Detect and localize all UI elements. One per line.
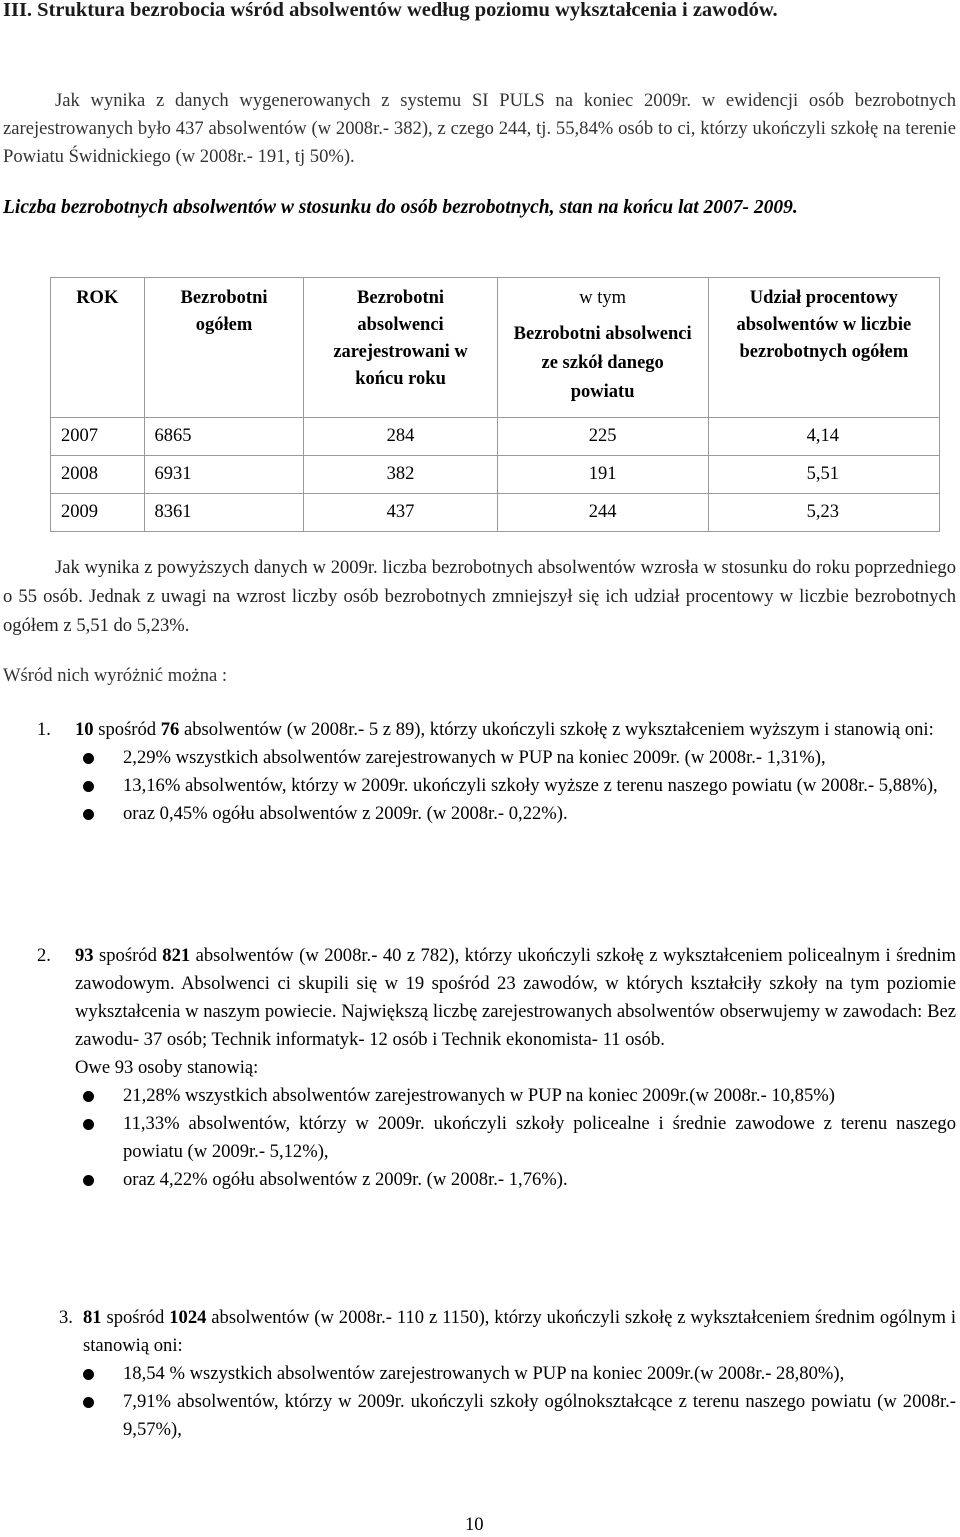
bullet-icon — [83, 1397, 94, 1408]
item-text: absolwentów (w 2008r.- 110 z 1150), którzy ukończyli szkołę z wykształceniem średnim ogólnym i stanowią oni: — [83, 1307, 956, 1356]
bullet-text: 18,54 % wszystkich absolwentów zarejestrowanych w PUP na koniec 2009r.(w 2008r.- 28,80%), — [123, 1363, 845, 1384]
bullet-icon — [83, 1369, 94, 1380]
item-text: absolwentów (w 2008r.- 40 z 782), którzy ukończyli szkołę z wykształceniem policealnym i średnim zawodowym. Absolwenci ci skupili się w 19 spośród 23 zawodów, w których kształciły szkoły na tym poziomie wykształcenia w naszym powiecie. Największą liczbę zarejestrowanych absolwentów obserwujemy w zawodach: Bez zawodu- 37 osób; Technik informatyk- 12 osób i Technik ekonomista- 11 osób. — [75, 945, 956, 1050]
cell-absolwenci: 382 — [304, 456, 497, 494]
bullet-text: 13,16% absolwentów, którzy w 2009r. ukończyli szkoły wyższe z terenu naszego powiatu (w 2008r.- 5,88%), — [123, 775, 938, 796]
bullet-item — [75, 772, 956, 800]
bullet-item — [75, 744, 956, 772]
cell-udzial: 5,23 — [708, 494, 939, 532]
header-z-powiatu — [497, 278, 708, 418]
table-row — [51, 456, 940, 494]
header-udzial: Udział procentowy absolwentów w liczbie bezrobotnych ogółem — [708, 278, 939, 418]
cell-absolwenci: 437 — [304, 494, 497, 532]
item-number: 2. — [37, 945, 51, 966]
table-caption: Liczba bezrobotnych absolwentów w stosunku do osób bezrobotnych, stan na końcu lat 2007- 2009. — [3, 197, 798, 218]
bullet-item — [75, 1166, 956, 1194]
cell-ogolem: 6931 — [144, 456, 304, 494]
item-count: 10 — [75, 719, 94, 740]
header-ogolem: Bezrobotni ogółem — [144, 278, 304, 418]
cell-z-powiatu: 244 — [497, 494, 708, 532]
item-total: 821 — [162, 945, 191, 966]
bullet-item — [75, 1082, 956, 1110]
item-count: 81 — [83, 1307, 102, 1328]
intro-paragraph — [3, 87, 956, 171]
table-row — [51, 418, 940, 456]
cell-z-powiatu: 225 — [497, 418, 708, 456]
item-count: 93 — [75, 945, 94, 966]
bullet-text: 11,33% absolwentów, którzy w 2009r. ukończyli szkoły policealne i średnie zawodowe z terenu naszego powiatu (w 2009r.- 5,12%), — [123, 1113, 956, 1162]
cell-rok: 2009 — [51, 494, 145, 532]
item-connector: spośród — [93, 945, 163, 966]
item-number: 1. — [37, 719, 51, 740]
cell-absolwenci: 284 — [304, 418, 497, 456]
item-connector: spośród — [93, 719, 161, 740]
header-absolwenci: Bezrobotni absolwenci zarejestrowani w końcu roku — [304, 278, 497, 418]
item-body — [75, 716, 956, 828]
bullet-icon — [83, 753, 94, 764]
cell-rok: 2007 — [51, 418, 145, 456]
item-extra: Owe 93 osoby stanowią: — [75, 1057, 259, 1078]
list-item-2 — [3, 942, 956, 1194]
bullet-text: oraz 0,45% ogółu absolwentów z 2009r. (w 2008r.- 0,22%). — [123, 803, 568, 824]
bullet-text: 2,29% wszystkich absolwentów zarejestrowanych w PUP na koniec 2009r. (w 2008r.- 1,31%), — [123, 747, 826, 768]
cell-udzial: 4,14 — [708, 418, 939, 456]
bullet-icon — [83, 1119, 94, 1130]
summary-paragraph — [3, 553, 956, 640]
item-connector: spośród — [101, 1307, 170, 1328]
bullet-icon — [83, 1175, 94, 1186]
item-body — [83, 1304, 956, 1444]
table-header-row — [51, 278, 940, 418]
unemployment-table — [50, 277, 940, 532]
list-item-3 — [3, 1304, 956, 1444]
bullet-item — [75, 800, 956, 828]
bullet-text: 7,91% absolwentów, którzy w 2009r. ukończyli szkoły ogólnokształcące z terenu naszego powiatu (w 2008r.- 9,57%), — [123, 1391, 956, 1440]
bullet-item — [75, 1110, 956, 1166]
header-rok: ROK — [51, 278, 145, 418]
cell-z-powiatu: 191 — [497, 456, 708, 494]
bullet-icon — [83, 781, 94, 792]
list-item-1 — [3, 716, 956, 828]
item-text: absolwentów (w 2008r.- 5 z 89), którzy ukończyli szkołę z wykształceniem wyższym i stanowią oni: — [179, 719, 934, 740]
cell-rok: 2008 — [51, 456, 145, 494]
page-number: 10 — [465, 1514, 484, 1535]
table-row — [51, 494, 940, 532]
cell-ogolem: 8361 — [144, 494, 304, 532]
bullet-icon — [83, 809, 94, 820]
section-heading: III. Struktura bezrobocia wśród absolwentów według poziomu wykształcenia i zawodów. — [3, 0, 778, 21]
item-body — [75, 942, 956, 1194]
bullet-list — [75, 1360, 956, 1444]
header-w-tym: w tym — [579, 288, 627, 308]
header-z-powiatu-label: Bezrobotni absolwenci ze szkół danego powiatu — [513, 324, 692, 402]
bullet-list — [75, 1082, 956, 1194]
cell-ogolem: 6865 — [144, 418, 304, 456]
bullet-text: 21,28% wszystkich absolwentów zarejestrowanych w PUP na koniec 2009r.(w 2008r.- 10,85%) — [123, 1085, 835, 1106]
intro-text: Jak wynika z danych wygenerowanych z systemu SI PULS na koniec 2009r. w ewidencji osób bezrobotnych zarejestrowanych było 437 absolwentów (w 2008r.- 382), z czego 244, tj. 55,84% osób to ci, którzy ukończyli szkołę na terenie Powiatu Świdnickiego (w 2008r.- 191, tj 50%). — [3, 90, 956, 167]
summary-text: Jak wynika z powyższych danych w 2009r. liczba bezrobotnych absolwentów wzrosła w stosunku do roku poprzedniego o 55 osób. Jednak z uwagi na wzrost liczby osób bezrobotnych zmniejszył się ich udział procentowy w liczbie bezrobotnych ogółem z 5,51 do 5,23%. — [3, 557, 956, 636]
item-total: 1024 — [169, 1307, 207, 1328]
bullet-list — [75, 744, 956, 828]
cell-udzial: 5,51 — [708, 456, 939, 494]
bullet-text: oraz 4,22% ogółu absolwentów z 2009r. (w 2008r.- 1,76%). — [123, 1169, 568, 1190]
bullet-item — [75, 1388, 956, 1444]
item-total: 76 — [160, 719, 180, 740]
list-intro: Wśród nich wyróżnić można : — [3, 665, 228, 686]
bullet-item — [75, 1360, 956, 1388]
item-number: 3. — [59, 1307, 73, 1328]
bullet-icon — [83, 1091, 94, 1102]
